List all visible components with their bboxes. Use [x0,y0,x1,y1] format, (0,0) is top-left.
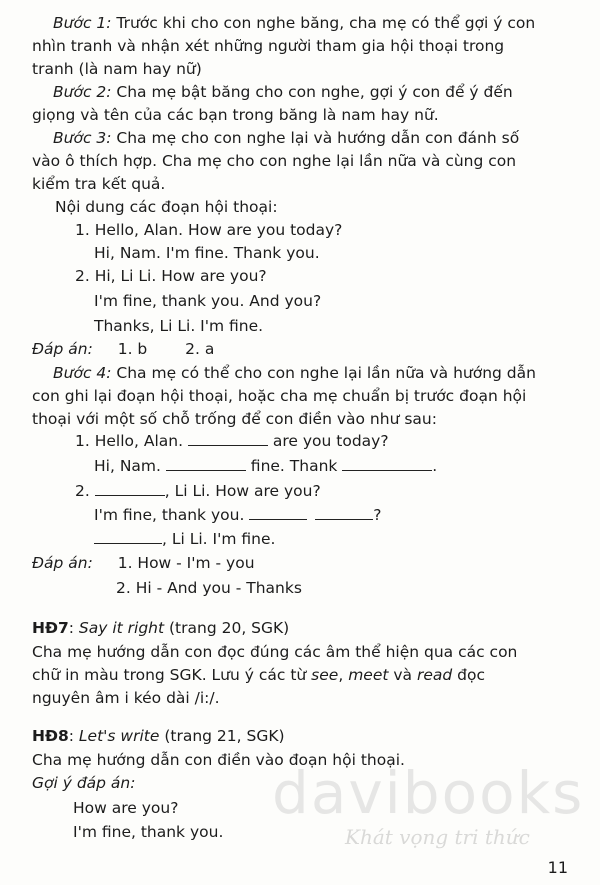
dialogue-1-line2: Hi, Nam. I'm fine. Thank you. [94,244,320,262]
blank-line-2: Hi, Nam. fine. Thank . [94,457,438,475]
step2-label: Bước 2: [53,83,112,101]
blank [94,529,162,544]
blank [315,505,373,520]
dialogue-1-line1: 1. Hello, Alan. How are you today? [75,221,343,239]
hd8-heading: HĐ8: Let's write (trang 21, SGK) [32,727,285,745]
answer-1 [32,338,214,360]
step3-line2: vào ô thích hợp. Cha mẹ cho con nghe lại lần nữa và cùng con [32,152,517,170]
hd8-code: HĐ8 [32,727,69,745]
step3-line1: Bước 3: Cha mẹ cho con nghe lại và hướng dẫn con đánh số [53,129,520,147]
dialogue-2-line2: I'm fine, thank you. And you? [94,292,322,310]
hd7-line2: chữ in màu trong SGK. Lưu ý các từ see, meet và read đọc [32,666,485,684]
blank-line-1: 1. Hello, Alan. are you today? [75,432,389,450]
step1-line1: Bước 1: Trước khi cho con nghe băng, cha mẹ có thể gợi ý con [53,14,536,32]
step2-line2: giọng và tên của các bạn trong băng là nam hay nữ. [32,106,439,124]
step4-line1: Bước 4: Cha mẹ có thể cho con nghe lại lần nữa và hướng dẫn [53,364,536,382]
page-number: 11 [547,858,568,877]
answer-2-a1: 1. How - I'm - you [117,554,255,572]
step1-line2: nhìn tranh và nhận xét những người tham gia hội thoại trong [32,37,505,55]
answer-1-a2: 2. a [185,340,215,358]
answer-2-a2: 2. Hi - And you - Thanks [116,579,302,597]
answer-1-label: Đáp án: [32,340,93,358]
hd7-heading: HĐ7: Say it right (trang 20, SGK) [32,619,290,637]
hd7-code: HĐ7 [32,619,69,637]
watermark-slogan: Khát vọng tri thức [345,825,530,849]
step3-line3: kiểm tra kết quả. [32,175,166,193]
hd8-hint: Gợi ý đáp án: [32,774,136,792]
blank-line-3: 2. , Li Li. How are you? [75,482,321,500]
blank-line-4: I'm fine, thank you. ? [94,506,382,524]
blank-line-5: , Li Li. I'm fine. [94,528,275,550]
answer-1-a1: 1. b [117,340,148,358]
blank [166,456,246,471]
step4-line2: con ghi lại đoạn hội thoại, hoặc cha mẹ chuẩn bị trước đoạn hội [32,387,527,405]
dialogue-heading: Nội dung các đoạn hội thoại: [55,198,278,216]
hd8-answer-2: I'm fine, thank you. [73,823,224,841]
step4-label: Bước 4: [53,364,112,382]
dialogue-2-line1: 2. Hi, Li Li. How are you? [75,267,267,285]
answer-2 [32,552,255,574]
hd8-title: Let's write [78,727,160,745]
step2-line1: Bước 2: Cha mẹ bật băng cho con nghe, gợi ý con để ý đến [53,83,513,101]
step3-label: Bước 3: [53,129,112,147]
hd7-line3: nguyên âm i kéo dài /i:/. [32,689,220,707]
step1-line3: tranh (là nam hay nữ) [32,60,202,78]
watermark-logo: davibooks [272,759,585,827]
step1-label: Bước 1: [53,14,112,32]
hd7-line1: Cha mẹ hướng dẫn con đọc đúng các âm thể hiện qua các con [32,643,518,661]
hd7-title: Say it right [78,619,165,637]
step4-line3: thoại với một số chỗ trống để con điền vào như sau: [32,410,437,428]
blank [188,431,268,446]
hd8-line1: Cha mẹ hướng dẫn con điền vào đoạn hội thoại. [32,751,405,769]
blank [249,505,307,520]
dialogue-2-line3: Thanks, Li Li. I'm fine. [94,317,264,335]
answer-2-label: Đáp án: [32,554,93,572]
blank [95,481,165,496]
blank [342,456,432,471]
hd8-answer-1: How are you? [73,799,179,817]
